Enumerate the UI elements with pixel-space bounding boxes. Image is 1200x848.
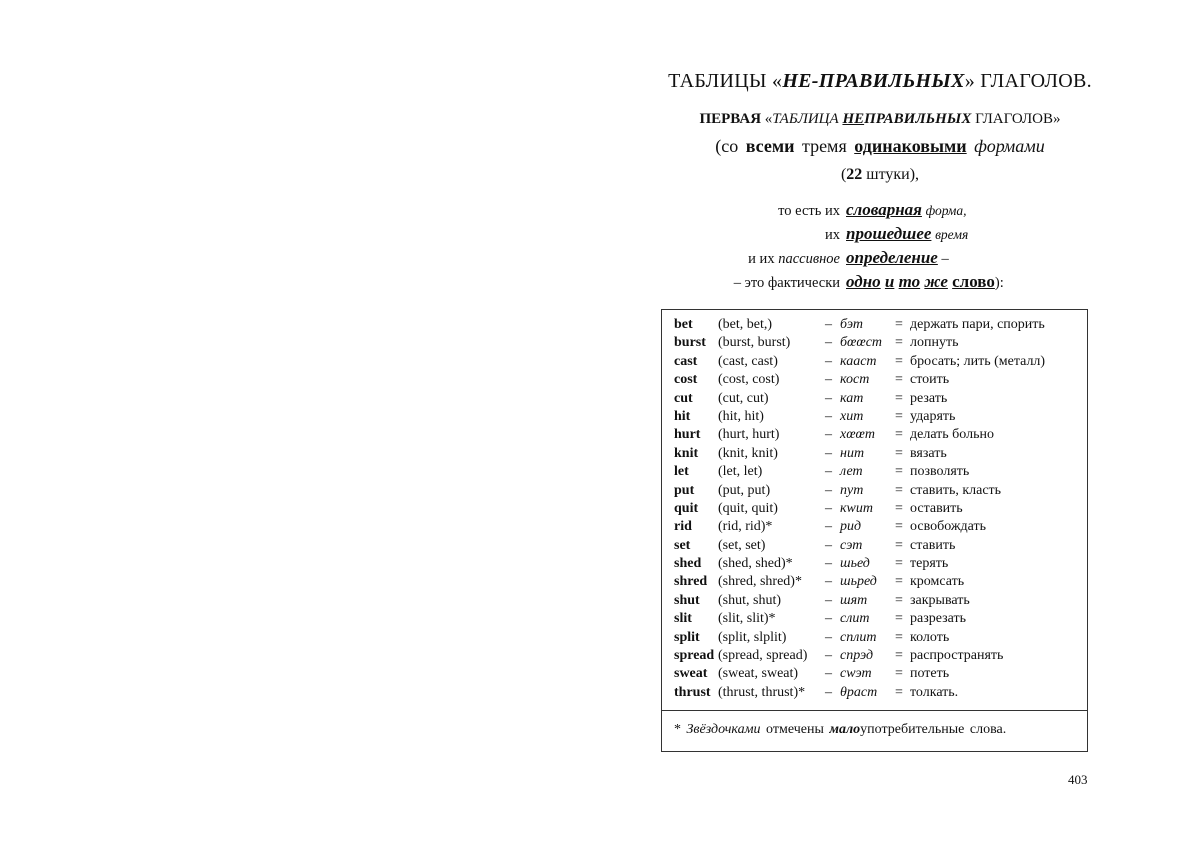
page-title <box>660 70 1100 93</box>
verb-forms: (rid, rid)* <box>718 519 773 535</box>
verb-forms: (thrust, thrust)* <box>718 684 806 700</box>
verb-dash: – <box>825 537 832 553</box>
verb-equals: = <box>895 372 903 388</box>
verb-translation: колоть <box>910 629 950 645</box>
line2-a: (со <box>715 136 739 156</box>
definition-row <box>660 200 1100 224</box>
definition-key: прошедшее <box>846 224 932 243</box>
verb-dash: – <box>825 390 832 406</box>
same-word-4: же <box>924 272 948 291</box>
verb-word: shed <box>674 556 702 572</box>
verb-forms: (burst, burst) <box>718 335 791 351</box>
footnote-c: отмечены <box>766 722 824 737</box>
verb-count: 22 <box>846 166 863 183</box>
definition-block <box>660 200 1100 296</box>
title-pre: ТАБЛИЦЫ « <box>668 70 783 92</box>
verb-pronunciation: шят <box>840 592 868 608</box>
verb-dash: – <box>825 372 832 388</box>
verb-word: spread <box>674 648 715 664</box>
verb-pronunciation: слит <box>840 611 870 627</box>
definition-left-a: и их <box>748 251 775 267</box>
verb-forms: (cost, cost) <box>718 372 780 388</box>
verb-translation: распространять <box>910 648 1004 664</box>
verb-word: slit <box>674 611 692 627</box>
verb-equals: = <box>895 482 903 498</box>
subtitle-first: ПЕРВАЯ <box>699 111 762 127</box>
verb-pronunciation: сплит <box>840 629 877 645</box>
footnote <box>674 722 1006 738</box>
verb-translation: вязать <box>910 445 947 461</box>
verb-forms: (hit, hit) <box>718 408 764 424</box>
verb-equals: = <box>895 629 903 645</box>
page-number: 403 <box>1068 772 1088 787</box>
footnote-e: употребительные слова. <box>860 722 1007 737</box>
verb-word: quit <box>674 500 699 516</box>
verb-word: put <box>674 482 695 498</box>
line3-rest: штуки), <box>866 166 920 183</box>
verb-forms: (split, slplit) <box>718 629 787 645</box>
verb-forms: (shut, shut) <box>718 592 781 608</box>
verb-translation: позволять <box>910 464 970 480</box>
verb-translation: стоить <box>910 372 950 388</box>
verb-forms: (let, let) <box>718 464 763 480</box>
verb-dash: – <box>825 666 832 682</box>
same-word-2: и <box>884 272 895 291</box>
verb-translation: разрезать <box>910 611 967 627</box>
definition-left-b: пассивное <box>778 251 840 267</box>
verb-word: hurt <box>674 427 701 443</box>
verb-word: cost <box>674 372 698 388</box>
verb-equals: = <box>895 445 903 461</box>
subtitle-open-quote: « <box>764 111 773 127</box>
definition-row <box>660 248 1100 272</box>
verb-translation: освобождать <box>910 519 987 535</box>
verb-pronunciation: спрэд <box>840 648 874 664</box>
verb-forms: (shred, shred)* <box>718 574 802 590</box>
footnote-b: Звёздочками <box>686 722 761 737</box>
verb-word: cast <box>674 353 698 369</box>
count-line <box>660 166 1100 184</box>
verb-pronunciation: кwит <box>840 500 873 516</box>
verb-word: let <box>674 464 689 480</box>
verb-translation: оставить <box>910 500 963 516</box>
verb-word: split <box>674 629 700 645</box>
verb-translation: кромсать <box>910 574 965 590</box>
verb-forms: (bet, bet,) <box>718 317 773 332</box>
title-emphasis: НЕ-ПРАВИЛЬНЫХ <box>782 70 965 92</box>
verb-pronunciation: сэт <box>840 537 863 553</box>
verb-pronunciation: нит <box>840 445 865 461</box>
verb-pronunciation: пут <box>840 482 864 498</box>
definition-left: – это фактически <box>733 275 840 291</box>
verb-dash: – <box>825 335 832 351</box>
verb-dash: – <box>825 648 832 664</box>
verb-forms: (hurt, hurt) <box>718 427 780 443</box>
definition-left <box>660 251 840 268</box>
forms-description <box>660 136 1100 157</box>
line2-c: тремя <box>801 136 847 156</box>
verb-dash: – <box>825 684 832 700</box>
definition-row <box>660 272 1100 296</box>
verb-word: thrust <box>674 684 711 700</box>
verb-pronunciation: каaст <box>840 353 877 369</box>
verb-dash: – <box>825 427 832 443</box>
verb-word: burst <box>674 335 706 351</box>
table-subtitle <box>660 111 1100 128</box>
verb-equals: = <box>895 611 903 627</box>
verb-translation: лопнуть <box>910 335 959 351</box>
verb-pronunciation: хœœт <box>840 427 875 443</box>
verb-forms: (shed, shed)* <box>718 556 793 572</box>
verb-equals: = <box>895 556 903 572</box>
verb-dash: – <box>825 611 832 627</box>
verb-pronunciation: бœœст <box>840 335 883 351</box>
verb-pronunciation: хит <box>840 408 864 424</box>
subtitle-neg: НЕ <box>842 111 865 127</box>
verb-equals: = <box>895 574 903 590</box>
subtitle-table: ТАБЛИЦА <box>772 111 839 127</box>
verb-equals: = <box>895 684 903 700</box>
subtitle-irregular: ПРАВИЛЬНЫХ <box>864 111 972 127</box>
verb-equals: = <box>895 500 903 516</box>
verb-pronunciation: рид <box>840 519 862 535</box>
verb-equals: = <box>895 427 903 443</box>
subtitle-verbs: ГЛАГОЛОВ» <box>975 111 1061 127</box>
verb-forms: (sweat, sweat) <box>718 666 799 682</box>
verb-pronunciation: лет <box>840 464 863 480</box>
verb-translation: ставить, класть <box>910 482 1002 498</box>
verb-dash: – <box>825 317 832 332</box>
verb-translation: ставить <box>910 537 956 553</box>
definition-left: их <box>824 227 840 243</box>
verb-dash: – <box>825 629 832 645</box>
verb-equals: = <box>895 519 903 535</box>
verb-translation: закрывать <box>910 592 970 608</box>
same-word-1: одно <box>846 272 881 291</box>
verb-forms: (cut, cut) <box>718 390 769 406</box>
verb-translation: бросать; лить (металл) <box>910 353 1046 369</box>
box-divider <box>662 710 1087 711</box>
verb-forms: (knit, knit) <box>718 445 778 461</box>
verb-pronunciation: бэт <box>840 317 863 332</box>
line2-e: формами <box>974 136 1045 156</box>
verb-word: shred <box>674 574 708 590</box>
verb-forms: (cast, cast) <box>718 353 778 369</box>
verb-word: set <box>674 537 691 553</box>
verb-dash: – <box>825 445 832 461</box>
verb-word: shut <box>674 592 700 608</box>
line3-open: ( <box>840 166 847 183</box>
verb-word: rid <box>674 519 692 535</box>
footnote-asterisk: * <box>674 722 681 737</box>
same-word-5: слово <box>952 272 995 291</box>
verb-equals: = <box>895 408 903 424</box>
verb-equals: = <box>895 592 903 608</box>
verb-dash: – <box>825 556 832 572</box>
verb-equals: = <box>895 537 903 553</box>
verb-table-box <box>661 309 1088 752</box>
verb-equals: = <box>895 317 903 332</box>
verb-dash: – <box>825 592 832 608</box>
verb-forms: (quit, quit) <box>718 500 778 516</box>
definition-key: словарная <box>846 200 922 219</box>
verb-dash: – <box>825 500 832 516</box>
verb-translation: держать пари, спорить <box>910 317 1045 332</box>
verb-word: bet <box>674 317 693 332</box>
verb-equals: = <box>895 666 903 682</box>
definition-tail: – <box>941 251 949 267</box>
verb-equals: = <box>895 390 903 406</box>
verb-word: knit <box>674 445 699 461</box>
verb-equals: = <box>895 335 903 351</box>
verb-word: cut <box>674 390 693 406</box>
same-word-3: то <box>898 272 921 291</box>
verb-pronunciation: кост <box>840 372 870 388</box>
verb-dash: – <box>825 408 832 424</box>
line2-b: всеми <box>745 136 795 156</box>
title-post: » ГЛАГОЛОВ. <box>964 70 1092 92</box>
verb-equals: = <box>895 648 903 664</box>
verb-word: sweat <box>674 666 708 682</box>
verb-translation: делать больно <box>910 427 994 443</box>
verb-dash: – <box>825 574 832 590</box>
verb-forms: (spread, spread) <box>718 648 808 664</box>
verb-equals: = <box>895 353 903 369</box>
verb-dash: – <box>825 353 832 369</box>
verb-dash: – <box>825 482 832 498</box>
verb-translation: резать <box>910 390 948 406</box>
verb-pronunciation: шьед <box>840 556 870 572</box>
verb-translation: толкать. <box>910 684 959 700</box>
verb-forms: (put, put) <box>718 482 771 498</box>
line2-d: одинаковыми <box>854 136 967 156</box>
definition-note: время <box>935 227 969 242</box>
footnote-d: мало <box>829 722 861 737</box>
verb-pronunciation: кат <box>840 390 864 406</box>
verb-pronunciation: θраст <box>840 684 878 700</box>
verb-translation: потеть <box>910 666 950 682</box>
verb-forms: (set, set) <box>718 537 766 553</box>
verb-translation: терять <box>910 556 949 572</box>
definition-row <box>660 224 1100 248</box>
verb-equals: = <box>895 464 903 480</box>
definition-key: определение <box>846 248 938 267</box>
definition-note: форма, <box>925 203 967 218</box>
verb-dash: – <box>825 464 832 480</box>
definition-left: то есть их <box>778 203 840 219</box>
verb-translation: ударять <box>910 408 956 424</box>
verb-dash: – <box>825 519 832 535</box>
verb-forms: (slit, slit)* <box>718 611 776 627</box>
verb-pronunciation: шьред <box>840 574 877 590</box>
verb-word: hit <box>674 408 691 424</box>
verb-pronunciation: сwэт <box>840 666 872 682</box>
definition-tail: ): <box>994 275 1004 291</box>
